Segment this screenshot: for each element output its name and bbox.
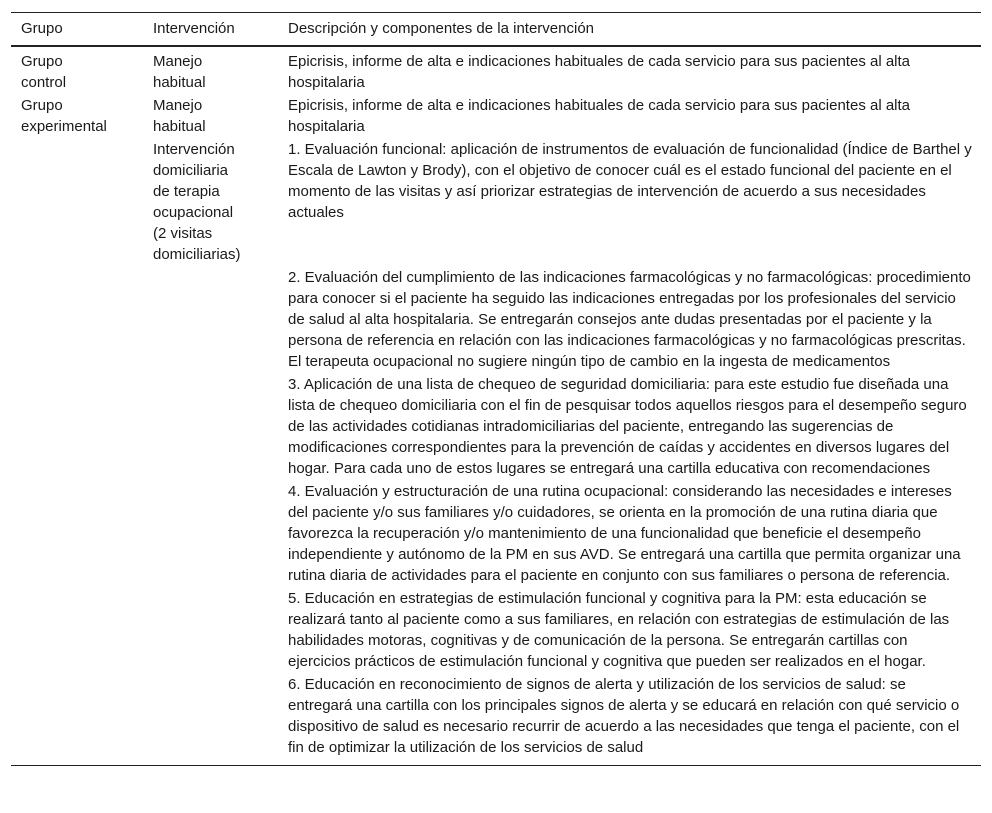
header-descripcion: Descripción y componentes de la intervención [278, 13, 981, 47]
cell-intervencion [143, 480, 278, 587]
cell-grupo [11, 587, 143, 673]
cell-intervencion: Manejo habitual [153, 97, 206, 135]
cell-intervencion: Manejo habitual [153, 53, 206, 91]
intervention-table [11, 12, 981, 766]
table-row [11, 138, 981, 266]
cell-intervencion [143, 266, 278, 373]
cell-grupo: Grupo experimental [21, 97, 107, 135]
cell-grupo [11, 373, 143, 480]
cell-intervencion [143, 587, 278, 673]
cell-descripcion: Epicrisis, informe de alta e indicaciones habituales de cada servicio para sus pacientes al alta hospitalaria [288, 53, 911, 91]
table-row [11, 46, 981, 94]
table-row [11, 94, 981, 138]
cell-grupo [11, 266, 143, 373]
intervention-table-container [11, 12, 981, 766]
cell-descripcion: 6. Educación en reconocimiento de signos de alerta y utilización de los servicios de salud: se entregará una cartilla con los principales signos de alerta y se educará en relación con qué servicio o dispositivo de salud es necesario recurrir de acuerdo a las necesidades que tenga el paciente, con el fin de optimizar la utilización de los servicios de salud [278, 673, 981, 766]
cell-descripcion: 2. Evaluación del cumplimiento de las indicaciones farmacológicas y no farmacológicas: procedimiento para conocer si el paciente ha seguido las indicaciones entregadas por los profesionales del servicio de salud al alta hospitalaria. Se entregarán consejos ante dudas presentadas por el paciente y la persona de referencia en relación con las indicaciones farmacológicas y no farmacológicas prescritas. El terapeuta ocupacional no sugiere ningún tipo de cambio en la ingesta de medicamentos [288, 269, 971, 370]
table-row [11, 480, 981, 587]
cell-descripcion: Epicrisis, informe de alta e indicaciones habituales de cada servicio para sus pacientes al alta hospitalaria [288, 97, 911, 135]
table-row [11, 587, 981, 673]
table-header-row [11, 13, 981, 47]
cell-grupo [11, 138, 143, 266]
table-row [11, 373, 981, 480]
cell-descripcion: 1. Evaluación funcional: aplicación de instrumentos de evaluación de funcionalidad (Índice de Barthel y Escala de Lawton y Brody), con el objetivo de conocer cuál es el estado funcional del paciente en el momento de las visitas y así priorizar estrategias de intervención de acuerdo a sus necesidades actuales [288, 141, 972, 221]
cell-descripcion: 3. Aplicación de una lista de chequeo de seguridad domiciliaria: para este estudio fue diseñada una lista de chequeo domiciliaria con el fin de pesquisar todos aquellos riesgos para el desempeño seguro de las actividades cotidianas intradomiciliarias del paciente, entregando las sugerencias de modificaciones correspondientes para la prevención de caídas y accidentes en diversos lugares del hogar. Para cada uno de estos lugares se entregará una cartilla educativa con recomendaciones [288, 376, 967, 477]
cell-intervencion [143, 673, 278, 766]
cell-intervencion [143, 373, 278, 480]
cell-grupo: Grupo control [21, 53, 67, 91]
header-grupo: Grupo [11, 13, 143, 47]
header-intervencion: Intervención [143, 13, 278, 47]
cell-intervencion: Intervención domiciliaria de terapia ocupacional (2 visitas domiciliarias) [153, 141, 241, 263]
cell-grupo [11, 480, 143, 587]
table-row [11, 673, 981, 766]
cell-grupo [11, 673, 143, 766]
cell-descripcion: 5. Educación en estrategias de estimulación funcional y cognitiva para la PM: esta educación se realizará tanto al paciente como a sus familiares, en relación con estrategias de estimulación de las habilidades motoras, cognitivas y de comunicación de la persona. Se entregarán cartillas con ejercicios prácticos de estimulación funcional y cognitiva que pueden ser realizados en el hogar. [288, 590, 950, 670]
table-row [11, 266, 981, 373]
cell-descripcion: 4. Evaluación y estructuración de una rutina ocupacional: considerando las necesidades e intereses del paciente y/o sus familiares y/o cuidadores, se orienta en la promoción de una rutina diaria que favorezca la recuperación y/o mantenimiento de una funcionalidad que beneficie el desempeño independiente y autónomo de la PM en sus AVD. Se entregará una cartilla que permita organizar una rutina diaria de actividades para el paciente en conjunto con sus familiares o persona de referencia. [288, 483, 961, 584]
